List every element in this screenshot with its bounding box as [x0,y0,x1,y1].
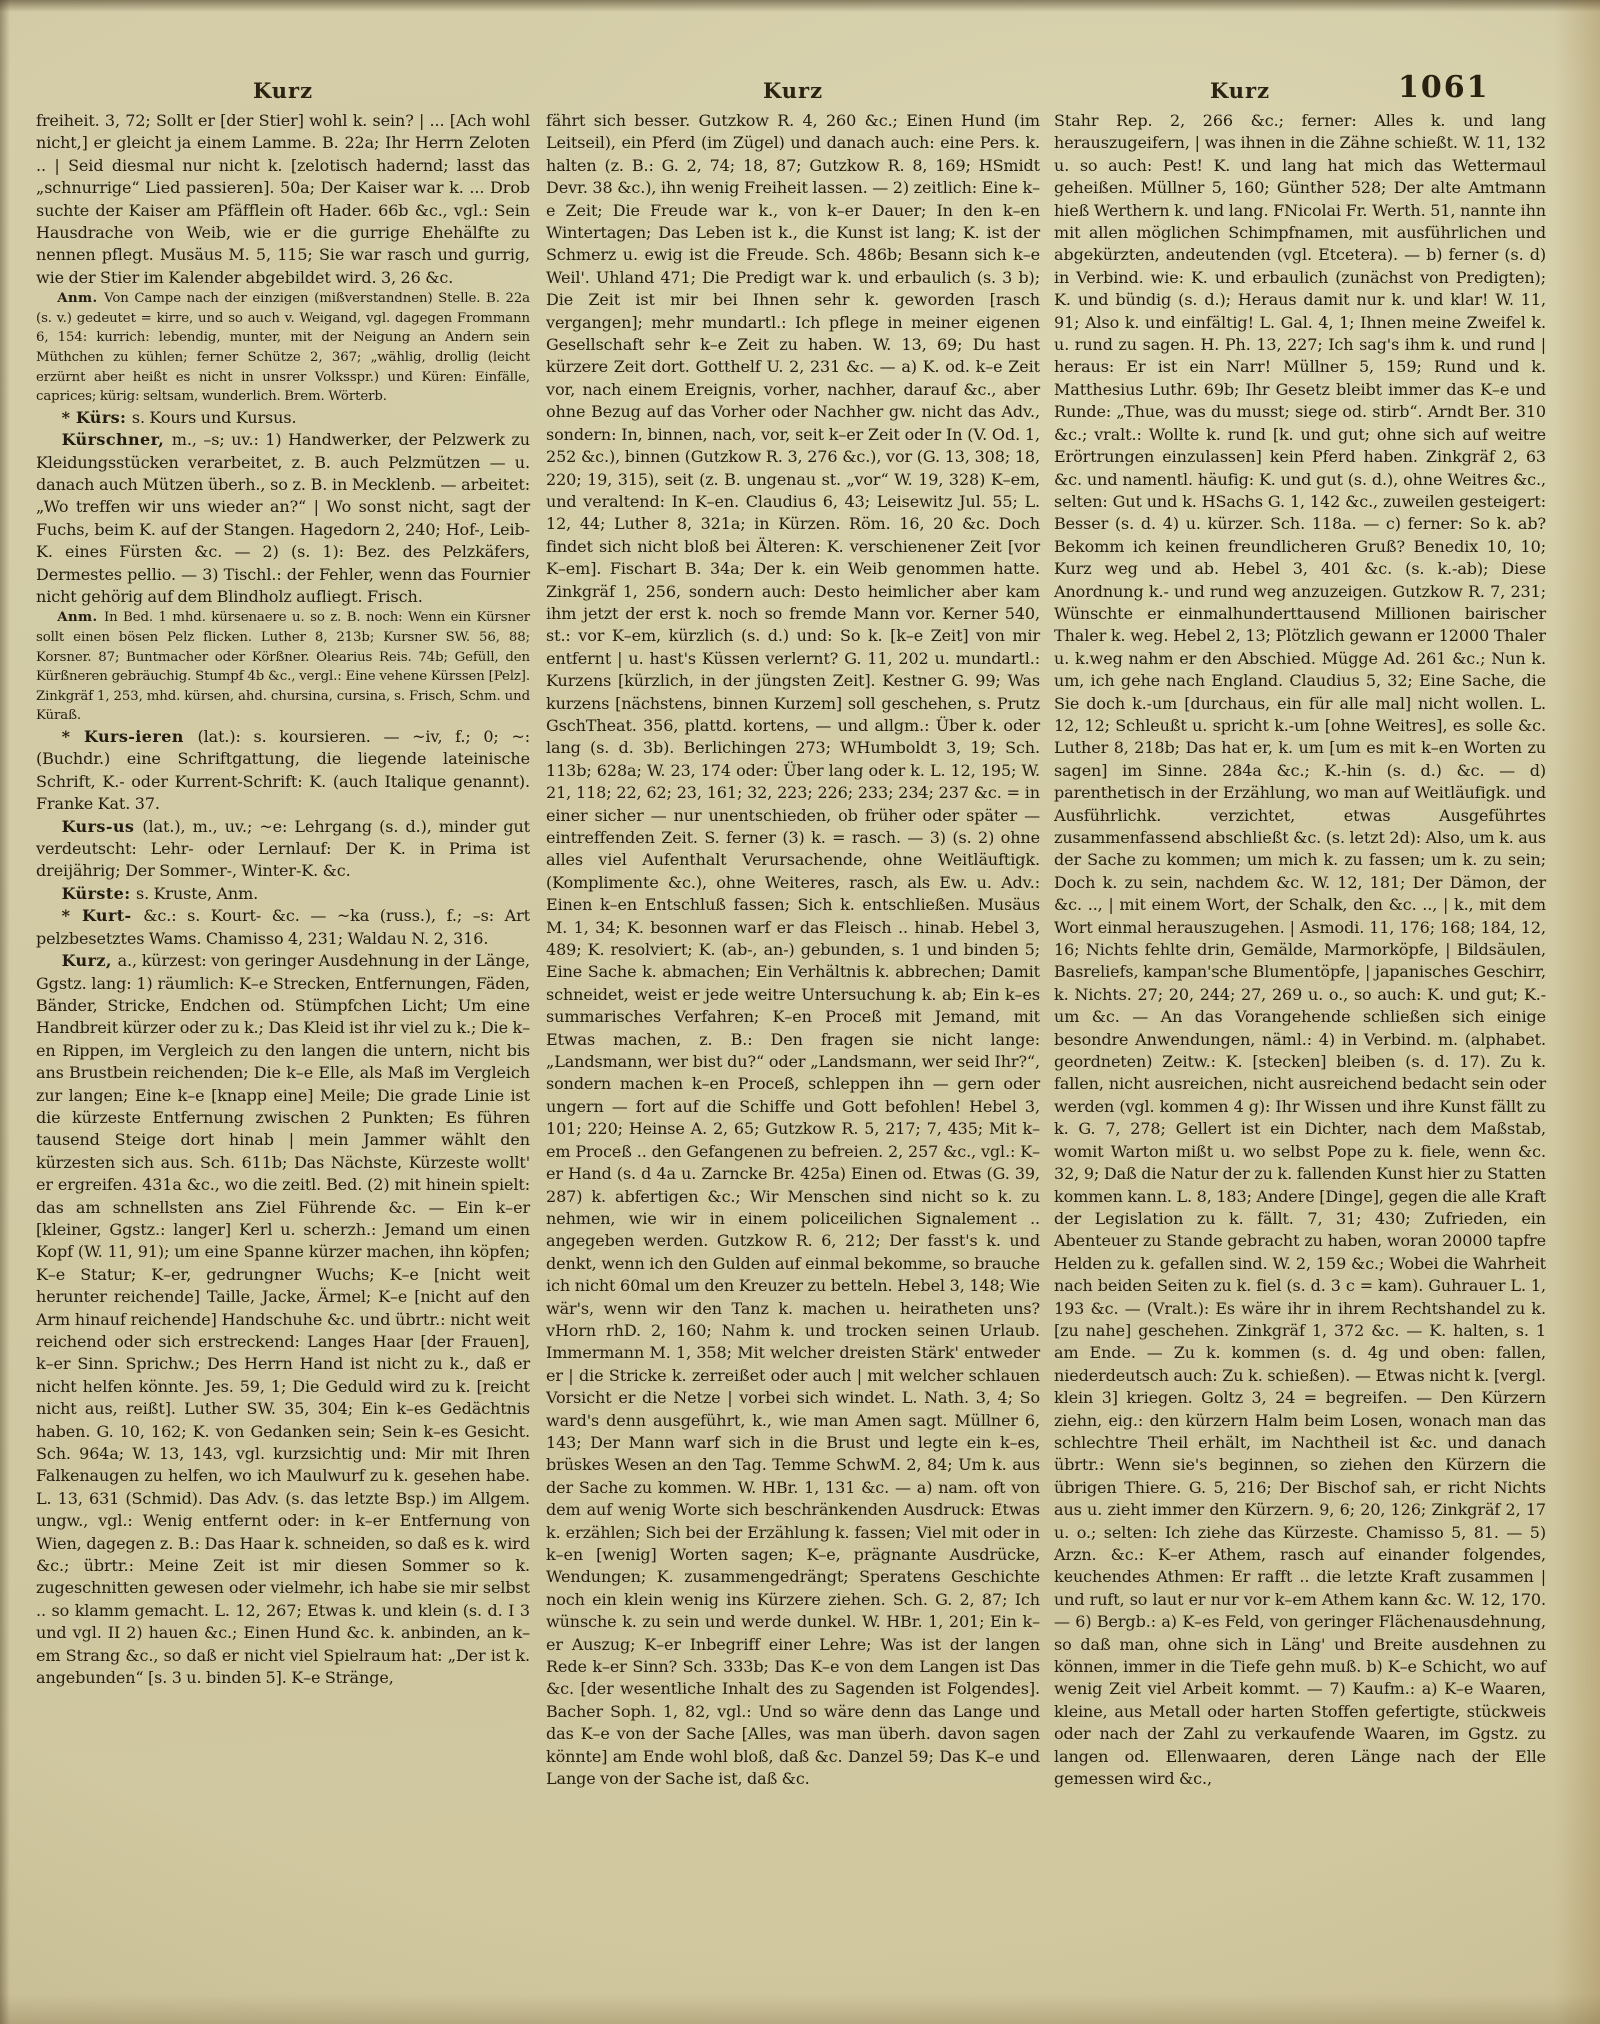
entry-headword: * Kürs: [61,407,132,427]
text-column-2 [546,110,1040,1790]
entry-paragraph: * Kurs-ieren (lat.): s. koursieren. — ~iv, f.; 0; ~: (Buchdr.) eine Schriftgattung, die liegende lateinische Schrift, K.- oder Kurrent-Schrift: K. (auch Italique genannt). Franke Kat. 37. [36,727,530,814]
entry-headword: Anm. [57,610,104,626]
entry-paragraph: * Kürs: s. Kours und Kursus. [61,407,297,427]
text-column-3 [1054,110,1546,1790]
scan-edge-shadow-right [1554,0,1600,2024]
entry-paragraph: * Kurt- &c.: s. Kourt- &c. — ~ka (russ.), f.; –s: Art pelzbesetztes Wams. Chamisso 4, 231; Waldau N. 2, 316. [36,906,530,948]
entry-headword: Kurs-us [61,816,143,836]
running-head [0,70,1600,110]
continuation-paragraph: fährt sich besser. Gutzkow R. 4, 260 &c.; Einen Hund (im Leitseil), ein Pferd (im Zügel) und danach auch: eine Pers. k. halten (z. B.: G. 2, 74; 18, 87; Gutzkow R. 8, 169; HSmidt Devr. 38 &c.), ihn wenig Freiheit lassen. — 2) zeitlich: Eine k–e Zeit; Die Freude war k., von k–er Dauer; In den k–en Wintertagen; Das Leben ist k., die Kunst ist lang; K. ist der Schmerz u. ewig ist die Freude. Sch. 486b; Besann sich k–e Weil'. Uhland 471; Die Predigt war k. und erbaulich (s. 3 b); Die Zeit ist mir bei Ihnen sehr k. geworden [rasch vergangen]; mehr mundartl.: Ich pflege in meiner eigenen Gesellschaft sehr k–e Zeit zu haben. W. 13, 69; Du hast kürzere Zeit dort. Gotthelf U. 2, 231 &c. — a) K. od. k–e Zeit vor, nach einem Ereignis, vorher, nachher, darauf &c., aber ohne Bezug auf das Vorher oder Nachher gw. nicht das Adv., sondern: In, binnen, nach, vor, seit k–er Zeit oder In (V. Od. 1, 252 &c.), binnen (Gutzkow R. 3, 276 &c.), vor (G. 13, 308; 18, 220; 19, 315), seit (z. B. ungenau st. „vor“ W. 19, 328) K–em, und veraltend: In K–en. Claudius 6, 43; Leisewitz Jul. 55; L. 12, 44; Luther 8, 321a; in Kürzen. Röm. 16, 20 &c. Doch findet sich nicht bloß bei Älteren: K. verschienener Zeit [vor K–em]. Fischart B. 34a; Der k. ein Weib genommen hatte. Zinkgräf 1, 256, sondern auch: Desto heimlicher aber kam ihm jetzt der erst k. noch so fremde Mann vor. Kerner 540, st.: vor K–em, kürzlich (s. d.) und: So k. [k–e Zeit] von mir entfernt | u. hast's Küssen verlernt? G. 11, 202 u. mundartl.: Kurzens [kürzlich, in der jüngsten Zeit]. Kestner G. 99; Was kurzens [nächstens, binnen Kurzem] soll geschehen, s. Prutz GschTheat. 356, plattd. kortens, — und allgm.: Über k. oder lang (s. d. 3b). Berlichingen 273; WHumboldt 3, 19; Sch. 113b; 628a; W. 23, 174 oder: Über lang oder k. L. 12, 195; W. 21, 118; 22, 62; 23, 161; 32, 223; 226; 233; 234; 237 &c. = in einer sicher — nur unentschieden, ob früher oder später — eintreffenden Zeit. S. ferner (3) k. = rasch. — 3) (s. 2) ohne alles viel Aufenthalt Verursachende, ohne Weitläuftigk. (Komplimente &c.), ohne Weiteres, rasch, als Ew. u. Adv.: Einen k–en Entschluß fassen; Sich k. entschließen. Musäus M. 1, 34; K. besonnen warf er das Fleisch .. hinab. Hebel 3, 489; K. resolviert; K. (ab-, an-) gebunden, s. 1 und binden 5; Eine Sache k. abmachen; Ein Verhältnis k. abbrechen; Damit schneidet, weist er jede weitre Untersuchung k. ab; Ein k–es summarisches Verfahren; K–en Proceß mit Jemand, mit Etwas machen, z. B.: Den fragen sie nicht lange: „Landsmann, wer bist du?“ oder „Landsmann, wer seid Ihr?“, sondern machen k–en Proceß, schleppen ihn — gern oder ungern — fort auf die Schiffe und Gott befohlen! Hebel 3, 101; 220; Heinse A. 2, 65; Gutzkow R. 5, 217; 7, 435; Mit k–em Proceß .. den Gefangenen zu befreien. 2, 257 &c., vgl.: K–er Hand (s. d 4a u. Zarncke Br. 425a) Einen od. Etwas (G. 39, 287) k. abfertigen &c.; Wir Menschen sind nicht so k. zu nehmen, wie wir in einem policeilichen Signalement .. angegeben werden. Gutzkow R. 6, 212; Der fasst's k. und denkt, wenn ich den Gulden auf einmal bekomme, so brauche ich nicht 60mal um den Kreuzer zu betteln. Hebel 3, 148; Wie wär's, wenn wir den Tanz k. machen u. heiratheten uns? vHorn rhD. 2, 160; Nahm k. und trocken seinen Urlaub. Immermann M. 1, 358; Mit welcher dreisten Stärk' entweder er | die Stricke k. zerreißet oder auch | mit welcher schlauen Vorsicht er die Netze | vorbei sich windet. L. Nath. 3, 4; So ward's denn ausgeführt, k., wie man Amen sagt. Müllner 6, 143; Der Mann warf sich in die Brust und legte ein k–es, brüskes Wesen an den Tag. Temme SchwM. 2, 84; Um k. aus der Sache zu kommen. W. HBr. 1, 131 &c. — a) nam. oft von dem auf wenig Worte sich beschränkenden Ausdruck: Etwas k. erzählen; Sich bei der Erzählung k. fassen; Viel mit oder in k–en [wenig] Worten sagen; K–e, prägnante Ausdrücke, Wendungen; K. zusammengedrängt; Speratens Geschichte noch ein klein wenig ins Kürzere ziehen. Sch. G. 2, 87; Ich wünsche k. zu sein und werde dunkel. W. HBr. 1, 201; Ein k–er Auszug; K–er Inbegriff einer Lehre; Was ist der langen Rede k–er Sinn? Sch. 333b; Das K–e von dem Langen ist Das &c. [der wesentliche Inhalt des zu Sagenden ist Folgendes]. Bacher Soph. 1, 82, vgl.: Und so wäre denn das Lange und das K–e von der Sache [Alles, was man überh. davon sagen könnte] am Ende wohl bloß, daß &c. Danzel 59; Das K–e und Lange von der Sache ist, daß &c. [546,111,1040,1789]
entry-headword: * Kurs-ieren [61,727,198,747]
entry-paragraph: Kurs-us (lat.), m., uv.; ~e: Lehrgang (s. d.), minder gut verdeutscht: Lehr- oder Lernlauf: Der K. in Prima ist dreijährig; Der Sommer-, Winter-K. &c. [36,816,530,881]
running-head-keyword-col1: Kurz [252,78,314,103]
entry-headword: Anm. [57,291,105,307]
entry-paragraph: Kürschner, m., –s; uv.: 1) Handwerker, der Pelzwerk zu Kleidungsstücken verarbeitet, z. B. auch Pelzmützen — u. danach auch Mützen überh., so z. B. in Mecklenb. — arbeitet: „Wo treffen wir uns wieder an?“ | Wo sonst nicht, sagt der Fuchs, beim K. auf der Stangen. Hagedorn 2, 240; Hof-, Leib-K. eines Fürsten &c. — 2) (s. 1): Bez. des Pelzkäfers, Dermestes pellio. — 3) Tischl.: der Fehler, wenn das Fournier nicht gehörig auf dem Blindholz aufliegt. Frisch. [36,430,530,607]
text-column-1 [36,110,530,1690]
entry-headword: Kürschner, [61,430,172,450]
entry-paragraph: Anm. In Bed. 1 mhd. kürsenaere u. so z. B. noch: Wenn ein Kürsner sollt einen bösen Pelz flicken. Luther 8, 213b; Kursner SW. 56, 88; Korsner. 87; Buntmacher oder Körßner. Olearius Reis. 74b; Gefüll, den Kürßneren gebräuchig. Stumpf 4b &c., vergl.: Eine vehene Kürssen [Pelz]. Zinkgräf 1, 253, mhd. kürsen, ahd. chursina, cursina, s. Frisch, Schm. und Küraß. [36,610,530,724]
continuation-paragraph: freiheit. 3, 72; Sollt er [der Stier] wohl k. sein? | ... [Ach wohl nicht,] er gleicht ja einem Lamme. B. 22a; Ihr Herrn Zeloten .. | Seid diesmal nur nicht k. [zelotisch hadernd; lasst das „schnurrige“ Lied passieren]. 50a; Der Kaiser war k. ... Drob suchte der Kaiser am Pfäfflein oft Hader. 66b &c., vgl.: Sein Hausdrache von Weib, wie er die gurrige Ehehälfte zu nennen pflegt. Musäus M. 5, 115; Sie war rasch und gurrig, wie der Stier im Kalender abgebildet wird. 3, 26 &c. [36,111,530,287]
continuation-paragraph: Stahr Rep. 2, 266 &c.; ferner: Alles k. und lang herauszugeifern, | was ihnen in die Zähne schießt. W. 11, 132 u. so auch: Pest! K. und lang hat mich das Wettermaul geheißen. Müllner 5, 160; Günther 528; Der alte Amtmann hieß Werthern k. und lang. FNicolai Fr. Werth. 51, nannte ihn mit allen möglichen Schimpfnamen, mit ausführlichen und abgekürzten, andeutenden (vgl. Etcetera). — b) ferner (s. d) in Verbind. wie: K. und erbaulich (zunächst von Predigten); K. und bündig (s. d.); Heraus damit nur k. und klar! W. 11, 91; Also k. und einfältig! L. Gal. 4, 1; Ihnen meine Zweifel k. u. rund zu sagen. H. Ph. 13, 227; Ich sag's ihm k. und rund | heraus: Er ist ein Narr! Müllner 5, 159; Rund und k. Matthesius Luthr. 69b; Ihr Gesetz bleibt immer das K–e und Runde: „Thue, was du musst; siege od. stirb“. Arndt Ber. 310 &c.; vralt.: Wollte k. rund [k. und gut; ohne sich auf weitre Erörtrungen einzulassen] kein Pferd haben. Zinkgräf 2, 63 &c. und namentl. häufig: K. und gut (s. d.), ohne Weitres &c., selten: Gut und k. HSachs G. 1, 142 &c., zuweilen gesteigert: Besser (s. d. 4) u. kürzer. Sch. 118a. — c) ferner: So k. ab? Bekomm ich keinen freundlicheren Gruß? Benedix 10, 10; Kurz weg und ab. Hebel 3, 401 &c. (s. k.-ab); Diese Anordnung k.- und rund weg anzuzeigen. Gutzkow R. 7, 231; Wünschte er einmalhunderttausend Millionen bairischer Thaler k. weg. Hebel 2, 13; Plötzlich gewann er 12000 Thaler u. k.weg nahm er den Abschied. Mügge Ad. 261 &c.; Nun k. um, ich gehe nach England. Claudius 5, 32; Eine Sache, die Sie doch k.-um [durchaus, ein für alle mal] nicht wollen. L. 12, 12; Schleußt u. spricht k.-um [ohne Weitres], es solle &c. Luther 8, 218b; Das hat er, k. um [um es mit k–en Worten zu sagen] im Sinne. 284a &c.; K.-hin (s. d.) &c. — d) parenthetisch in der Erzählung, wo man auf Weitläufigk. und Ausführlichk. verzichtet, etwas Ausgeführtes zusammenfassend abschließt &c. (s. letzt 2d): Also, um k. aus der Sache zu kommen; um mich k. zu fassen; um k. zu sein; Doch k. zu sein, nachdem &c. W. 12, 181; Der Dämon, der &c. .., | mit einem Wort, der Schalk, den &c. .., | k., mit dem Wort einmal herauszugehen. | Asmodi. 11, 176; 168; 184, 12, 16; Nichts fehlte drin, Gemälde, Marmorköpfe, | Bildsäulen, Basreliefs, kampan'sche Blumentöpfe, | japanisches Geschirr, k. Nichts. 27; 20, 244; 27, 269 u. o., so auch: K. und gut; K.-um &c. — An das Vorangehende schließen sich einige besondre Anwendungen, näml.: 4) in Verbind. m. (alphabet. geordneten) Zeitw.: K. [stecken] bleiben (s. d. 17). Zu k. fallen, nicht ausreichen, nicht ausreichend bedacht sein oder werden (vgl. kommen 4 g): Ihr Wissen und ihre Kunst fällt zu k. G. 7, 278; Gellert ist ein Dichter, nach dem Maßstab, womit Warton mißt u. wo selbst Pope zu k. fiele, wenn &c. 32, 9; Daß die Natur der zu k. fallenden Kunst hier zu Statten kommen kann. L. 8, 183; Andere [Dinge], gegen die alle Kraft der Legislation zu k. fällt. 7, 31; 430; Zufrieden, ein Abenteuer zu Stande gebracht zu haben, woran 20000 tapfre Helden zu k. gefallen sind. W. 2, 159 &c.; Wobei die Wahrheit nach beiden Seiten zu k. fiel (s. d. 3 c = kam). Guhrauer L. 1, 193 &c. — (Vralt.): Es wäre ihr in ihrem Rechtshandel zu k. [zu nahe] geschehen. Zinkgräf 1, 372 &c. — K. halten, s. 1 am Ende. — Zu k. kommen (s. d. 4g und oben: fallen, niederdeutsch auch: Zu k. schießen). — Etwas nicht k. [vergl. klein 3] kriegen. Goltz 3, 24 = begreifen. — Den Kürzern ziehn, eig.: den kürzern Halm beim Losen, wonach man das schlechtre Theil erhält, im Nachtheil ist &c. und danach übrtr.: Wenn sie's beginnen, so ziehen den Kürzern die übrigen Thiere. G. 5, 216; Der Bischof sah, er richt Nichts aus u. zieht immer den Kürzern. 9, 6; 20, 126; Zinkgräf 2, 17 u. o.; selten: Ich ziehe das Kürzeste. Chamisso 5, 81. — 5) Arzn. &c.: K–er Athem, rasch auf einander folgendes, keuchendes Athmen: Er rafft .. die letzte Kraft zusammen | und ruft, so laut er nur vor k–em Athem kann &c. W. 12, 170. — 6) Bergb.: a) K–es Feld, von geringer Flächenausdehnung, so daß man, ohne sich in Läng' und Breite ausdehnen zu können, immer in die Tiefe gehn muß. b) K–e Schicht, wo auf wenig Zeit viel Arbeit kommt. — 7) Kaufm.: a) K–e Waaren, kleine, aus Metall oder harten Stoffen gefertigte, stückweis oder nach der Zahl zu verkaufende Waaren, im Ggstz. zu langen od. Ellenwaaren, deren Länge nach der Elle gemessen wird &c., [1054,111,1546,1789]
entry-headword: * Kurt- [61,906,144,926]
entry-paragraph: Anm. Von Campe nach der einzigen (mißverstandnen) Stelle. B. 22a (s. v.) gedeutet = kirre, und so auch v. Weigand, vgl. dagegen Frommann 6, 154: kurrich: lebendig, munter, mit der Neigung an Andern sein Müthchen zu kühlen; ferner Schütze 2, 367; „wählig, drollig (leicht erzürnt aber heißt es nicht in unsrer Volksspr.) und Küren: Einfälle, caprices; kürig: seltsam, wunderlich. Brem. Wörterb. [36,291,531,405]
entry-headword: Kurz, [61,951,118,971]
scan-edge-shadow-bottom [0,1994,1600,2024]
running-head-keyword-col2: Kurz [762,78,824,103]
entry-headword: Kürste: [61,883,136,903]
page-number: 1061 [1398,70,1490,105]
entry-paragraph: Kurz, a., kürzest: von geringer Ausdehnung in der Länge, Ggstz. lang: 1) räumlich: K–e Strecken, Entfernungen, Fäden, Bänder, Stricke, Endchen od. Stümpfchen Licht; Um eine Handbreit kürzer oder zu k.; Das Kleid ist ihr viel zu k.; Die k–en Rippen, im Vergleich zu den langen die untern, nicht bis ans Brustbein reichenden; Die k–e Elle, als Maß im Vergleich zur langen; Eine k–e [knapp eine] Meile; Die grade Linie ist die kürzeste Entfernung zwischen 2 Punkten; Es führen tausend Steige dort hinab | mein Jammer wählt den kürzesten sich aus. Sch. 611b; Das Nächste, Kürzeste wollt' er ergreifen. 431a &c., wo die zeitl. Bed. (2) mit hinein spielt: das am schnellsten ans Ziel Führende &c. — Ein k–er [kleiner, Ggstz.: langer] Kerl u. scherzh.: Jemand um einen Kopf (W. 11, 91); um eine Spanne kürzer machen, ihn köpfen; K–e Statur; K–er, gedrungner Wuchs; K–e [nicht weit herunter reichende] Taille, Jacke, Ärmel; K–e [nicht auf den Arm hinauf reichende] Handschuhe &c. und übrtr.: nicht weit reichend oder sich erstreckend: Langes Haar [der Frauen], k–er Sinn. Sprichw.; Des Herrn Hand ist nicht zu k., daß er nicht helfen könnte. Jes. 59, 1; Die Geduld wird zu k. [reicht nicht aus, reißt]. Luther SW. 35, 304; Ein k–es Gedächtnis haben. G. 10, 162; K. von Gedanken sein; Sein k–es Gesicht. Sch. 964a; W. 13, 143, vgl. kurzsichtig und: Mir mit Ihren Falkenaugen zu helfen, wo ich Maulwurf zu k. gesehen habe. L. 13, 631 (Schmid). Das Adv. (s. das letzte Bsp.) im Allgem. ungw., vgl.: Wenig entfernt oder: in k–er Entfernung von Wien, dagegen z. B.: Das Haar k. schneiden, so daß es k. wird &c.; übrtr.: Meine Zeit ist mir diesen Sommer so k. zugeschnitten gewesen oder vielmehr, ich habe sie mir selbst .. so klamm gemacht. L. 12, 267; Etwas k. und klein (s. d. I 3 und vgl. II 2) hauen &c.; Einen Hund &c. k. anbinden, an k–em Strang &c., so daß er nicht viel Spielraum hat: „Der ist k. angebunden“ [s. 3 u. binden 5]. K–e Stränge, [36,951,530,1688]
entry-paragraph: Kürste: s. Kruste, Anm. [61,883,259,903]
running-head-keyword-col3: Kurz [1209,78,1271,103]
